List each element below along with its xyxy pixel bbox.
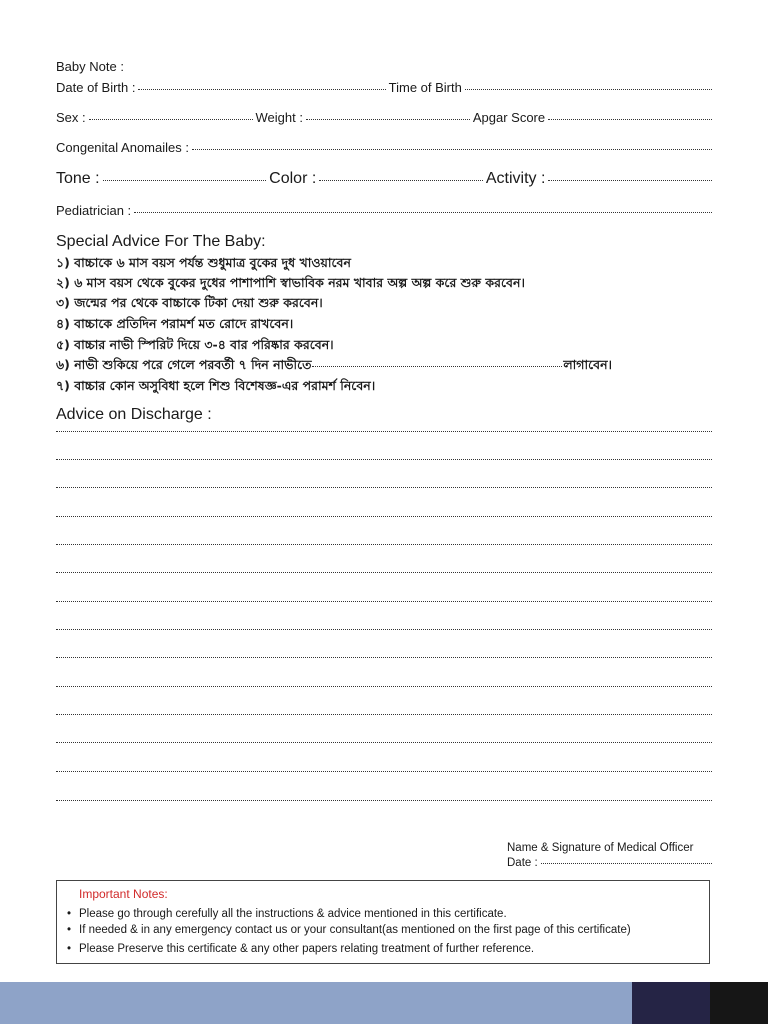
note-item — [67, 943, 534, 955]
footer-bar-dark — [710, 982, 768, 1024]
bullet-icon: • — [67, 908, 72, 920]
advice-item-4: ৪) বাচ্চাকে প্রতিদিন পরামর্শ মত রোদে রাখবেন। — [56, 316, 294, 331]
time-of-birth-label: Time of Birth — [388, 80, 462, 95]
tone-field[interactable] — [103, 178, 267, 181]
advice-item-7: ৭) বাচ্চার কোন অসুবিধা হলে শিশু বিশেষজ্ঞ-এর পরামর্শ নিবেন। — [56, 378, 376, 393]
pediatrician-field[interactable] — [134, 210, 712, 213]
discharge-line[interactable] — [56, 771, 712, 772]
signature-date-label: Date : — [507, 857, 538, 869]
baby-note-title: Baby Note : — [56, 59, 124, 74]
discharge-line[interactable] — [56, 629, 712, 630]
date-of-birth-field[interactable] — [138, 87, 385, 90]
discharge-line[interactable] — [56, 516, 712, 517]
discharge-line[interactable] — [56, 431, 712, 432]
bullet-icon: • — [67, 924, 72, 936]
advice-item-6-prefix: ৬) নাভী শুকিয়ে পরে গেলে পরবর্তী ৭ দিন নাভীতে — [56, 357, 312, 372]
congenital-anomalies-label: Congenital Anomailes : — [56, 140, 189, 155]
apgar-score-label: Apgar Score — [472, 110, 546, 125]
sex-field[interactable] — [89, 117, 253, 120]
date-of-birth-label: Date of Birth : — [56, 80, 136, 95]
tone-color-activity-row — [56, 170, 712, 188]
note-text: If needed & in any emergency contact us or your consultant(as mentioned on the first page of this certificate) — [79, 924, 631, 936]
special-advice-heading: Special Advice For The Baby: — [56, 233, 266, 250]
weight-label: Weight : — [255, 110, 303, 125]
discharge-line[interactable] — [56, 459, 712, 460]
tone-label: Tone : — [56, 170, 100, 187]
color-field[interactable] — [319, 178, 483, 181]
advice-item-5: ৫) বাচ্চার নাভী স্পিরিট দিয়ে ৩-৪ বার পরিষ্কার করবেন। — [56, 337, 334, 352]
note-text: Please Preserve this certificate & any other papers relating treatment of further reference. — [79, 943, 535, 955]
discharge-line[interactable] — [56, 487, 712, 488]
congenital-anomalies-field[interactable] — [192, 147, 712, 150]
note-item — [67, 924, 631, 936]
discharge-line[interactable] — [56, 601, 712, 602]
weight-field[interactable] — [306, 117, 470, 120]
pediatrician-label: Pediatrician : — [56, 203, 132, 218]
sex-weight-apgar-row — [56, 110, 712, 125]
signature-label: Name & Signature of Medical Officer — [507, 842, 694, 854]
discharge-line[interactable] — [56, 572, 712, 573]
advice-item-6-field[interactable] — [312, 364, 562, 367]
advice-item-1: ১) বাচ্চাকে ৬ মাস বয়স পর্যন্ত শুধুমাত্র বুকের দুধ খাওয়াবেন — [56, 255, 351, 270]
sex-label: Sex : — [56, 110, 86, 125]
advice-item-3: ৩) জন্মের পর থেকে বাচ্চাকে টিকা দেয়া শুরু করবেন। — [56, 295, 323, 310]
advice-item-2: ২) ৬ মাস বয়স থেকে বুকের দুধের পাশাপাশি স্বাভাবিক নরম খাবার অল্প অল্প করে শুরু করবেন। — [56, 275, 525, 290]
important-notes-title: Important Notes: — [79, 887, 168, 901]
color-label: Color : — [269, 170, 317, 187]
footer-bar-navy — [632, 982, 710, 1024]
discharge-line[interactable] — [56, 657, 712, 658]
signature-date-row — [507, 857, 712, 869]
important-notes-box — [56, 880, 710, 964]
discharge-heading: Advice on Discharge : — [56, 406, 212, 423]
discharge-line[interactable] — [56, 714, 712, 715]
apgar-score-field[interactable] — [548, 117, 712, 120]
activity-label: Activity : — [485, 170, 546, 187]
footer-bar-light — [0, 982, 632, 1024]
congenital-row — [56, 140, 712, 155]
time-of-birth-field[interactable] — [465, 87, 712, 90]
advice-item-6 — [56, 357, 612, 377]
advice-item-6-suffix: লাগাবেন। — [563, 357, 612, 372]
activity-field[interactable] — [548, 178, 712, 181]
discharge-line[interactable] — [56, 742, 712, 743]
discharge-line[interactable] — [56, 544, 712, 545]
pediatrician-row — [56, 203, 712, 218]
note-text: Please go through cerefully all the instructions & advice mentioned in this certificate. — [79, 908, 507, 920]
date-time-row — [56, 80, 712, 95]
note-item — [67, 908, 507, 920]
discharge-line[interactable] — [56, 686, 712, 687]
discharge-line[interactable] — [56, 800, 712, 801]
bullet-icon: • — [67, 943, 72, 955]
signature-date-field[interactable] — [541, 861, 712, 864]
